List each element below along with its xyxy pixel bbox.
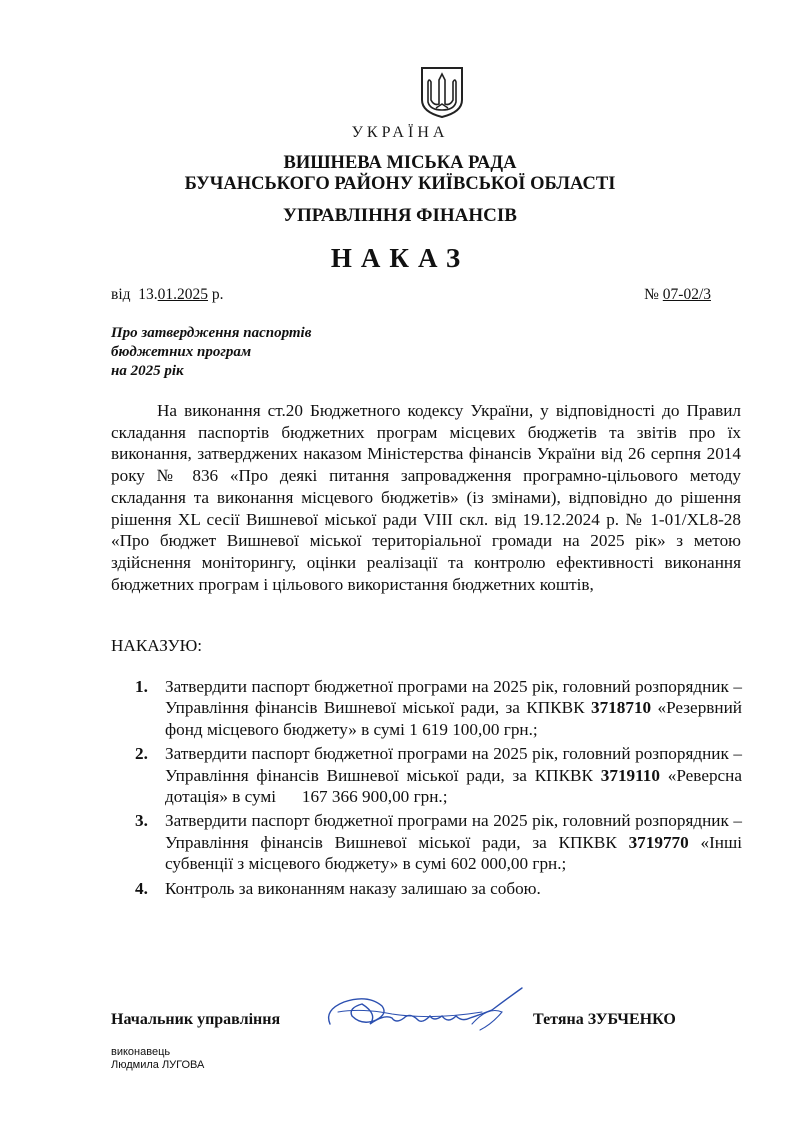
document-subject [111,324,311,381]
council-name [0,153,800,195]
date-suffix: р. [211,286,224,303]
item-code: 3719110 [600,765,660,785]
order-word: НАКАЗУЮ: [111,636,203,655]
executor-name: Людмила ЛУГОВА [111,1059,205,1071]
item-text: Затвердити паспорт бюджетної програми на 2025 рік, головний розпорядник – Управління фінансів Вишневої міської ради, за КПКВК [165,744,742,785]
country-name: УКРАЇНА [351,124,449,141]
order-items-list [135,676,747,902]
item-code: 3719770 [628,832,689,852]
document-type: НАКАЗ [330,243,470,273]
executor-label: виконавець [111,1046,171,1058]
trident-coat-of-arms-icon [418,66,466,118]
item-text: Контроль за виконанням наказу залишаю за собою. [165,878,541,898]
order-item [135,810,742,874]
subject-line-1: Про затвердження паспортів [111,325,312,341]
order-item [135,878,742,899]
item-code: 3718710 [590,698,652,718]
department-name: УПРАВЛІННЯ ФІНАНСІВ [283,205,517,226]
handwritten-signature [322,984,532,1038]
council-line-2: БУЧАНСЬКОГО РАЙОНУ КИЇВСЬКОЇ ОБЛАСТІ [184,174,616,194]
item-number: 1. [135,677,148,696]
subject-line-2: бюджетних програм [111,344,252,360]
executor-block [111,1046,204,1072]
date-day: 13. [138,286,158,303]
order-item [135,743,747,807]
item-text-after: «Реверсна дотація» в сумі 167 366 900,00 грн.; [165,765,747,807]
order-item [135,676,742,740]
signatory-title: Начальник управління [111,1011,281,1028]
item-number: 4. [135,878,148,898]
item-text: Затвердити паспорт бюджетної програми на 2025 рік, головний розпорядник – Управління фінансів Вишневої міської ради, за КПКВК [165,811,742,852]
date-value: 01.2025 [157,286,209,303]
subject-line-3: на 2025 рік [111,363,184,379]
council-line-1: ВИШНЕВА МІСЬКА РАДА [283,153,517,173]
signatory-name: Тетяна ЗУБЧЕНКО [533,1011,676,1028]
preamble-paragraph: На виконання ст.20 Бюджетного кодексу України, у відповідності до Правил складання паспортів бюджетних програм місцевих бюджетів та звітів про їх виконання, затверджених наказом Міністерства фінансів України від 26 серпня 2014 року № 836 «Про деякі питання запровадження програмно-цільового методу складання та виконання місцевого бюджетів» (із змінами), відповідно до рішення рішення XL сесії Вишневої міської ради VIII скл. від 19.12.2024 р. № 1-01/XL8-28 «Про бюджет Вишневої міської територіальної громади на 2025 рік» з метою здійснення моніторингу, оцінки реалізації та контролю ефективності виконання бюджетних програм і цільового використання бюджетних коштів, [111,401,741,594]
number-prefix: № [644,286,659,303]
item-text-after: «Резервний фонд місцевого бюджету» в сумі 1 619 100,00 грн.; [165,698,742,739]
document-number [644,286,711,304]
item-number: 2. [135,744,148,764]
item-text-after: «Інші субвенції з місцевого бюджету» в сумі 602 000,00 грн.; [165,832,742,874]
item-text: Затвердити паспорт бюджетної програми на 2025 рік, головний розпорядник – Управління фінансів Вишневої міської ради, за КПКВК [165,677,742,718]
document-date [111,286,224,304]
number-value: 07-02/3 [662,286,711,303]
date-prefix: від [111,286,131,303]
item-number: 3. [135,811,148,831]
